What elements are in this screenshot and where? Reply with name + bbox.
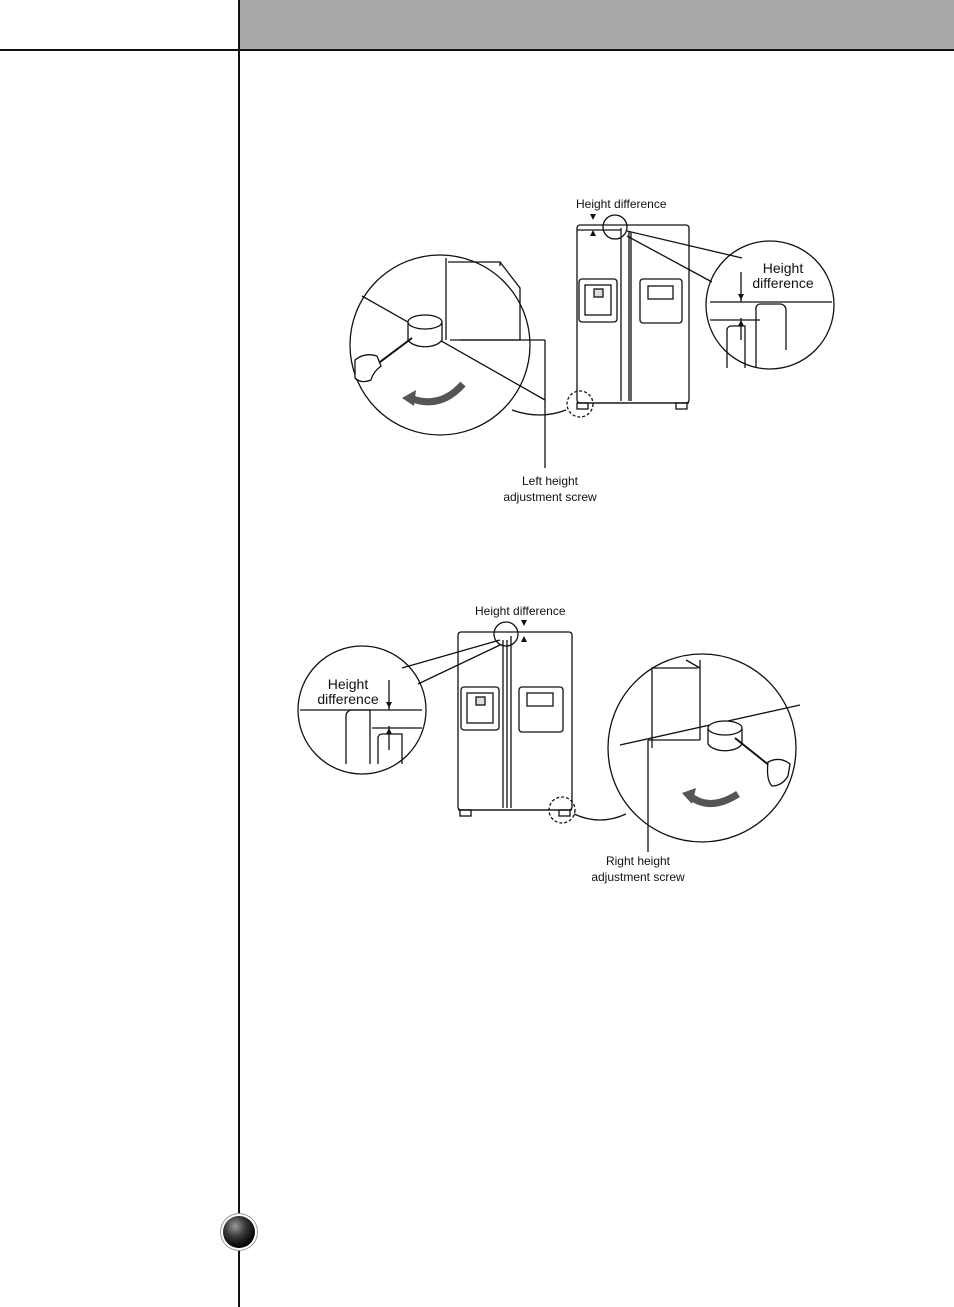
refrigerator-illustration-bottom <box>458 632 572 816</box>
height-difference-label-top: Height difference <box>576 197 667 211</box>
height-difference-zoom-bottom <box>298 646 426 774</box>
right-screw-zoom <box>574 654 800 852</box>
right-screw-label: Right height adjustment screw <box>591 854 685 884</box>
height-difference-label-bottom: Height difference <box>475 604 566 618</box>
zoom-label-top: Height difference <box>752 260 814 291</box>
zoom-label-bottom: Height difference <box>317 676 379 707</box>
page-bullet-icon <box>223 1216 255 1248</box>
left-screw-label: Left height adjustment screw <box>503 474 597 504</box>
